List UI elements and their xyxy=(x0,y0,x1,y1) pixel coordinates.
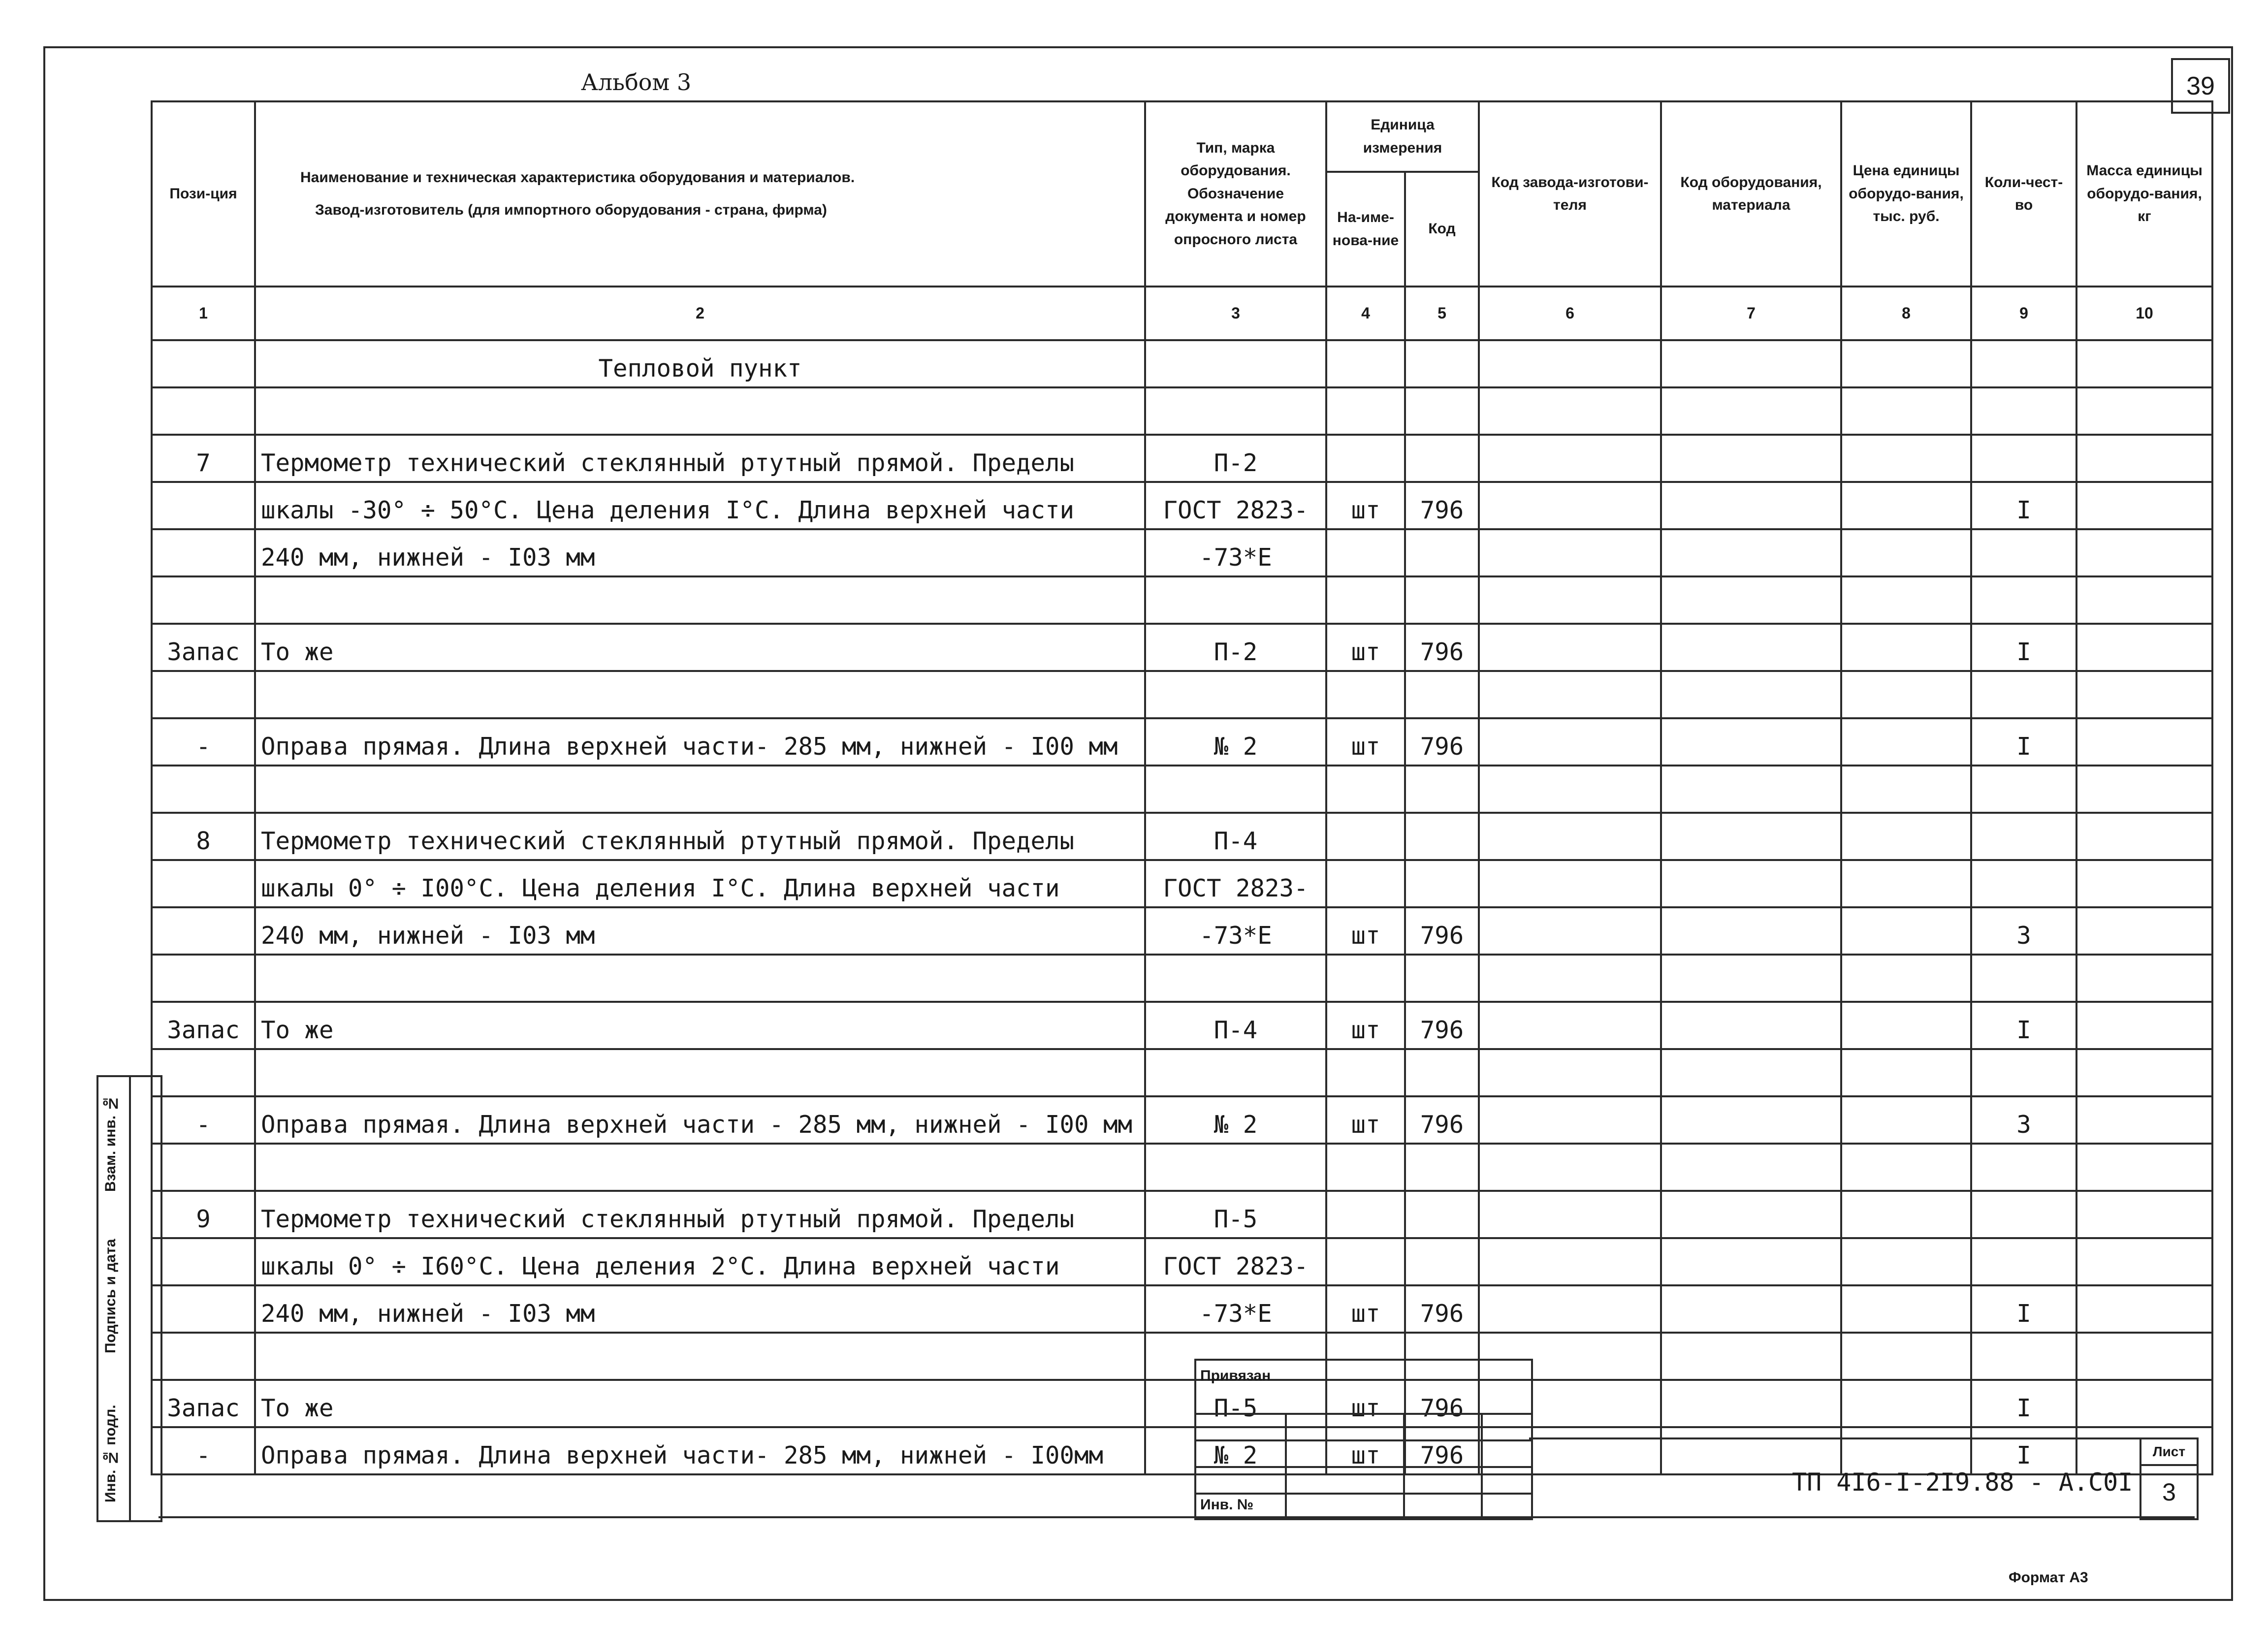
mass-cell xyxy=(2076,435,2212,482)
position-cell xyxy=(152,1333,255,1380)
factory-code-cell xyxy=(1479,1049,1661,1096)
unit-code-cell xyxy=(1405,1191,1479,1238)
unit-cell: шт xyxy=(1326,907,1405,955)
table-row xyxy=(152,1380,2212,1427)
mass-cell xyxy=(2076,813,2212,860)
mass-cell xyxy=(2076,1049,2212,1096)
unit-cell xyxy=(1326,529,1405,576)
unit-cell xyxy=(1326,766,1405,813)
header-name xyxy=(255,101,1145,287)
name-cell xyxy=(255,387,1145,435)
equipment-code-cell xyxy=(1661,671,1841,718)
equipment-code-cell xyxy=(1661,576,1841,624)
mass-cell xyxy=(2076,1238,2212,1285)
price-cell xyxy=(1841,1096,1971,1144)
type-cell: ГОСТ 2823- xyxy=(1145,482,1326,529)
mass-cell xyxy=(2076,624,2212,671)
document-code: ТП 4I6-I-2I9.88 - А.С0I xyxy=(1792,1468,2133,1497)
quantity-cell xyxy=(1971,813,2076,860)
name-cell: То же xyxy=(255,624,1145,671)
factory-code-cell xyxy=(1479,624,1661,671)
quantity-cell: I xyxy=(1971,718,2076,766)
unit-cell: шт xyxy=(1326,718,1405,766)
name-cell xyxy=(255,955,1145,1002)
price-cell xyxy=(1841,529,1971,576)
quantity-cell: 3 xyxy=(1971,907,2076,955)
mass-cell xyxy=(2076,1191,2212,1238)
unit-code-cell xyxy=(1405,860,1479,907)
name-cell xyxy=(255,1333,1145,1380)
sheet-label: Лист xyxy=(2141,1439,2197,1466)
unit-code-cell xyxy=(1405,576,1479,624)
equipment-code-cell xyxy=(1661,1427,1841,1474)
price-cell xyxy=(1841,387,1971,435)
unit-cell: шт xyxy=(1326,1002,1405,1049)
unit-cell: шт xyxy=(1326,1427,1405,1474)
header-quantity: Коли-чест-во xyxy=(1971,101,2076,287)
bound-stamp-divider xyxy=(1285,1413,1287,1518)
name-cell: То же xyxy=(255,1380,1145,1427)
unit-code-cell: 796 xyxy=(1405,907,1479,955)
unit-code-cell: 796 xyxy=(1405,1285,1479,1333)
column-number: 5 xyxy=(1405,287,1479,340)
equipment-code-cell xyxy=(1661,1096,1841,1144)
mass-cell xyxy=(2076,387,2212,435)
name-cell: Оправа прямая. Длина верхней части - 285 мм, нижней - I00 мм xyxy=(255,1096,1145,1144)
unit-code-cell xyxy=(1405,387,1479,435)
position-cell: Запас xyxy=(152,1002,255,1049)
mass-cell xyxy=(2076,1002,2212,1049)
factory-code-cell xyxy=(1479,860,1661,907)
equipment-code-cell xyxy=(1661,435,1841,482)
price-cell xyxy=(1841,766,1971,813)
quantity-cell xyxy=(1971,435,2076,482)
quantity-cell xyxy=(1971,1049,2076,1096)
header-unit-name: На-име-нова-ние xyxy=(1326,172,1405,287)
equipment-code-cell xyxy=(1661,907,1841,955)
unit-cell xyxy=(1326,1238,1405,1285)
type-cell xyxy=(1145,766,1326,813)
type-cell: П-5 xyxy=(1145,1191,1326,1238)
price-cell xyxy=(1841,1002,1971,1049)
mass-cell xyxy=(2076,671,2212,718)
section-title-row xyxy=(152,340,2212,387)
sheet-page-number: 3 xyxy=(2162,1478,2176,1506)
factory-code-cell xyxy=(1479,1238,1661,1285)
unit-cell xyxy=(1326,860,1405,907)
header-unit-group: Единица измерения xyxy=(1326,101,1479,172)
table-row xyxy=(152,671,2212,718)
column-number: 10 xyxy=(2076,287,2212,340)
type-cell: № 2 xyxy=(1145,1096,1326,1144)
unit-code-cell xyxy=(1405,435,1479,482)
type-cell: -73*Е xyxy=(1145,1285,1326,1333)
price-cell xyxy=(1841,1238,1971,1285)
column-number: 8 xyxy=(1841,287,1971,340)
unit-code-cell xyxy=(1405,955,1479,1002)
table-row xyxy=(152,435,2212,482)
position-cell xyxy=(152,1144,255,1191)
factory-code-cell xyxy=(1479,907,1661,955)
unit-code-cell: 796 xyxy=(1405,1380,1479,1427)
equipment-code-cell xyxy=(1661,813,1841,860)
unit-code-cell: 796 xyxy=(1405,624,1479,671)
mass-cell xyxy=(2076,766,2212,813)
table-row xyxy=(152,1049,2212,1096)
quantity-cell: I xyxy=(1971,624,2076,671)
album-title: Альбом 3 xyxy=(581,69,692,96)
quantity-cell xyxy=(1971,955,2076,1002)
column-number: 2 xyxy=(255,287,1145,340)
mass-cell xyxy=(2076,1096,2212,1144)
unit-code-cell: 796 xyxy=(1405,482,1479,529)
factory-code-cell xyxy=(1479,1191,1661,1238)
price-cell xyxy=(1841,1427,1971,1474)
price-cell xyxy=(1841,1333,1971,1380)
type-cell: П-4 xyxy=(1145,1002,1326,1049)
type-cell: ГОСТ 2823- xyxy=(1145,860,1326,907)
type-cell: П-2 xyxy=(1145,435,1326,482)
type-cell xyxy=(1145,955,1326,1002)
position-cell xyxy=(152,860,255,907)
unit-code-cell xyxy=(1405,813,1479,860)
equipment-code-cell xyxy=(1661,1285,1841,1333)
name-cell xyxy=(255,1049,1145,1096)
unit-code-cell xyxy=(1405,1049,1479,1096)
name-cell: шкалы 0° ÷ I60°С. Цена деления 2°С. Длина верхней части xyxy=(255,1238,1145,1285)
column-number: 3 xyxy=(1145,287,1326,340)
equipment-code-cell xyxy=(1661,766,1841,813)
side-stamp-vzam: Взам. инв. № xyxy=(102,1095,119,1192)
header-equipment-code: Код оборудования, материала xyxy=(1661,101,1841,287)
price-cell xyxy=(1841,860,1971,907)
column-numbers-row xyxy=(152,287,2212,340)
format-label: Формат А3 xyxy=(2009,1569,2088,1586)
factory-code-cell xyxy=(1479,482,1661,529)
price-cell xyxy=(1841,955,1971,1002)
quantity-cell xyxy=(1971,576,2076,624)
unit-code-cell xyxy=(1405,671,1479,718)
unit-cell xyxy=(1326,387,1405,435)
quantity-cell xyxy=(1971,860,2076,907)
quantity-cell xyxy=(1971,671,2076,718)
column-number: 6 xyxy=(1479,287,1661,340)
header-price: Цена единицы оборудо-вания, тыс. руб. xyxy=(1841,101,1971,287)
table-row xyxy=(152,1285,2212,1333)
type-cell: -73*Е xyxy=(1145,529,1326,576)
unit-cell xyxy=(1326,576,1405,624)
unit-code-cell xyxy=(1405,766,1479,813)
quantity-cell xyxy=(1971,1333,2076,1380)
price-cell xyxy=(1841,1191,1971,1238)
bound-stamp-divider xyxy=(1403,1413,1405,1518)
price-cell xyxy=(1841,576,1971,624)
header-mass: Масса единицы оборудо-вания, кг xyxy=(2076,101,2212,287)
name-cell xyxy=(255,576,1145,624)
column-number: 7 xyxy=(1661,287,1841,340)
sheet-box xyxy=(2140,1437,2199,1520)
price-cell xyxy=(1841,482,1971,529)
position-cell xyxy=(152,576,255,624)
quantity-cell: 3 xyxy=(1971,1096,2076,1144)
specification-table xyxy=(151,100,2213,1475)
factory-code-cell xyxy=(1479,766,1661,813)
factory-code-cell xyxy=(1479,529,1661,576)
equipment-code-cell xyxy=(1661,860,1841,907)
mass-cell xyxy=(2076,1144,2212,1191)
factory-code-cell xyxy=(1479,1002,1661,1049)
header-type: Тип, марка оборудования. Обозначение документа и номер опросного листа xyxy=(1145,101,1326,287)
type-cell xyxy=(1145,387,1326,435)
mass-cell xyxy=(2076,1285,2212,1333)
side-stamp-inv: Инв. № подл. xyxy=(102,1405,119,1503)
quantity-cell: I xyxy=(1971,1427,2076,1474)
type-cell xyxy=(1145,576,1326,624)
type-cell: П-2 xyxy=(1145,624,1326,671)
table-row xyxy=(152,1002,2212,1049)
table-row xyxy=(152,1333,2212,1380)
header-unit-code: Код xyxy=(1405,172,1479,287)
quantity-cell xyxy=(1971,387,2076,435)
name-cell xyxy=(255,1144,1145,1191)
factory-code-cell xyxy=(1479,435,1661,482)
column-number: 1 xyxy=(152,287,255,340)
unit-cell xyxy=(1326,1191,1405,1238)
table-row xyxy=(152,624,2212,671)
name-cell: То же xyxy=(255,1002,1145,1049)
header-row xyxy=(152,101,2212,172)
bound-stamp-title: Привязан xyxy=(1200,1368,1271,1384)
name-cell xyxy=(255,766,1145,813)
name-cell: шкалы -30° ÷ 50°С. Цена деления I°С. Длина верхней части xyxy=(255,482,1145,529)
table-row xyxy=(152,1191,2212,1238)
mass-cell xyxy=(2076,529,2212,576)
table-row xyxy=(152,860,2212,907)
name-cell: Термометр технический стеклянный ртутный прямой. Пределы xyxy=(255,435,1145,482)
unit-code-cell: 796 xyxy=(1405,718,1479,766)
equipment-code-cell xyxy=(1661,1380,1841,1427)
factory-code-cell xyxy=(1479,576,1661,624)
price-cell xyxy=(1841,907,1971,955)
equipment-code-cell xyxy=(1661,1002,1841,1049)
equipment-code-cell xyxy=(1661,1191,1841,1238)
position-cell: Запас xyxy=(152,1380,255,1427)
mass-cell xyxy=(2076,718,2212,766)
name-cell: 240 мм, нижней - I03 мм xyxy=(255,907,1145,955)
table-row xyxy=(152,482,2212,529)
price-cell xyxy=(1841,813,1971,860)
price-cell xyxy=(1841,1285,1971,1333)
factory-code-cell xyxy=(1479,387,1661,435)
mass-cell xyxy=(2076,1380,2212,1427)
factory-code-cell xyxy=(1479,1144,1661,1191)
bound-stamp-divider xyxy=(1481,1413,1483,1518)
table-row xyxy=(152,955,2212,1002)
table-row xyxy=(152,1238,2212,1285)
quantity-cell xyxy=(1971,529,2076,576)
quantity-cell xyxy=(1971,1144,2076,1191)
quantity-cell xyxy=(1971,1238,2076,1285)
header-name-line1: Наименование и техническая характеристика оборудования и материалов. xyxy=(300,169,855,186)
table-row xyxy=(152,718,2212,766)
column-number: 9 xyxy=(1971,287,2076,340)
section-title: Тепловой пункт xyxy=(255,340,1145,387)
unit-code-cell: 796 xyxy=(1405,1427,1479,1474)
price-cell xyxy=(1841,1380,1971,1427)
factory-code-cell xyxy=(1479,955,1661,1002)
position-cell xyxy=(152,907,255,955)
name-cell: шкалы 0° ÷ I00°С. Цена деления I°С. Длина верхней части xyxy=(255,860,1145,907)
position-cell xyxy=(152,1049,255,1096)
price-cell xyxy=(1841,1049,1971,1096)
position-cell: 8 xyxy=(152,813,255,860)
table-row xyxy=(152,766,2212,813)
quantity-cell: I xyxy=(1971,1002,2076,1049)
header-position: Пози-ция xyxy=(152,101,255,287)
mass-cell xyxy=(2076,1333,2212,1380)
unit-cell xyxy=(1326,955,1405,1002)
table-row xyxy=(152,387,2212,435)
header-name-line2: Завод-изготовитель (для импортного оборудования - страна, фирма) xyxy=(315,202,827,218)
unit-cell xyxy=(1326,671,1405,718)
name-cell: 240 мм, нижней - I03 мм xyxy=(255,1285,1145,1333)
equipment-code-cell xyxy=(1661,387,1841,435)
unit-code-cell xyxy=(1405,1238,1479,1285)
price-cell xyxy=(1841,671,1971,718)
type-cell: П-5 xyxy=(1145,1380,1326,1427)
unit-cell: шт xyxy=(1326,1285,1405,1333)
quantity-cell xyxy=(1971,1191,2076,1238)
side-stamp-signature: Подпись и дата xyxy=(102,1239,119,1354)
table-row xyxy=(152,529,2212,576)
unit-code-cell xyxy=(1405,529,1479,576)
equipment-code-cell xyxy=(1661,1238,1841,1285)
name-cell xyxy=(255,671,1145,718)
column-number: 4 xyxy=(1326,287,1405,340)
mass-cell xyxy=(2076,482,2212,529)
type-cell: № 2 xyxy=(1145,1427,1326,1474)
name-cell: Оправа прямая. Длина верхней части- 285 мм, нижней - I00 мм xyxy=(255,718,1145,766)
table-row xyxy=(152,813,2212,860)
equipment-code-cell xyxy=(1661,482,1841,529)
position-cell xyxy=(152,482,255,529)
type-cell: ГОСТ 2823- xyxy=(1145,1238,1326,1285)
type-cell xyxy=(1145,1049,1326,1096)
position-cell: - xyxy=(152,1427,255,1474)
position-cell xyxy=(152,1238,255,1285)
unit-cell xyxy=(1326,1144,1405,1191)
unit-code-cell: 796 xyxy=(1405,1096,1479,1144)
unit-code-cell: 796 xyxy=(1405,1002,1479,1049)
table-row xyxy=(152,907,2212,955)
equipment-code-cell xyxy=(1661,1144,1841,1191)
equipment-code-cell xyxy=(1661,529,1841,576)
price-cell xyxy=(1841,435,1971,482)
unit-cell: шт xyxy=(1326,624,1405,671)
unit-code-cell xyxy=(1405,1144,1479,1191)
mass-cell xyxy=(2076,955,2212,1002)
equipment-code-cell xyxy=(1661,624,1841,671)
unit-cell: шт xyxy=(1326,1096,1405,1144)
unit-cell: шт xyxy=(1326,1380,1405,1427)
factory-code-cell xyxy=(1479,1285,1661,1333)
factory-code-cell xyxy=(1479,718,1661,766)
name-cell: 240 мм, нижней - I03 мм xyxy=(255,529,1145,576)
table-row xyxy=(152,1427,2212,1474)
equipment-code-cell xyxy=(1661,1049,1841,1096)
position-cell xyxy=(152,529,255,576)
bound-stamp xyxy=(1194,1359,1533,1520)
bound-stamp-inv: Инв. № xyxy=(1200,1497,1254,1513)
price-cell xyxy=(1841,718,1971,766)
type-cell: -73*Е xyxy=(1145,907,1326,955)
quantity-cell: I xyxy=(1971,482,2076,529)
position-cell: 7 xyxy=(152,435,255,482)
position-cell xyxy=(152,387,255,435)
equipment-code-cell xyxy=(1661,955,1841,1002)
table-body xyxy=(152,387,2212,1474)
type-cell: П-4 xyxy=(1145,813,1326,860)
position-cell: Запас xyxy=(152,624,255,671)
unit-cell: шт xyxy=(1326,482,1405,529)
mass-cell xyxy=(2076,576,2212,624)
position-cell: 9 xyxy=(152,1191,255,1238)
side-stamp xyxy=(96,1075,162,1522)
bottom-border xyxy=(159,1516,2195,1518)
position-cell xyxy=(152,955,255,1002)
equipment-code-cell xyxy=(1661,718,1841,766)
position-cell xyxy=(152,1285,255,1333)
unit-cell xyxy=(1326,435,1405,482)
factory-code-cell xyxy=(1479,671,1661,718)
table-row xyxy=(152,576,2212,624)
type-cell xyxy=(1145,1144,1326,1191)
factory-code-cell xyxy=(1479,813,1661,860)
position-cell xyxy=(152,671,255,718)
table-row xyxy=(152,1096,2212,1144)
mass-cell xyxy=(2076,907,2212,955)
sheet-number: 39 xyxy=(2171,58,2230,114)
position-cell: - xyxy=(152,718,255,766)
price-cell xyxy=(1841,624,1971,671)
name-cell: Термометр технический стеклянный ртутный прямой. Пределы xyxy=(255,1191,1145,1238)
mass-cell xyxy=(2076,860,2212,907)
factory-code-cell xyxy=(1479,1096,1661,1144)
price-cell xyxy=(1841,1144,1971,1191)
name-cell: Термометр технический стеклянный ртутный прямой. Пределы xyxy=(255,813,1145,860)
name-cell: Оправа прямая. Длина верхней части- 285 мм, нижней - I00мм xyxy=(255,1427,1145,1474)
table-row xyxy=(152,1144,2212,1191)
type-cell xyxy=(1145,671,1326,718)
quantity-cell xyxy=(1971,766,2076,813)
position-cell: - xyxy=(152,1096,255,1144)
equipment-code-cell xyxy=(1661,1333,1841,1380)
quantity-cell: I xyxy=(1971,1285,2076,1333)
type-cell: № 2 xyxy=(1145,718,1326,766)
quantity-cell: I xyxy=(1971,1380,2076,1427)
header-factory-code: Код завода-изготови-теля xyxy=(1479,101,1661,287)
unit-cell xyxy=(1326,813,1405,860)
unit-cell xyxy=(1326,1049,1405,1096)
position-cell xyxy=(152,766,255,813)
title-block-line xyxy=(1529,1437,2189,1439)
